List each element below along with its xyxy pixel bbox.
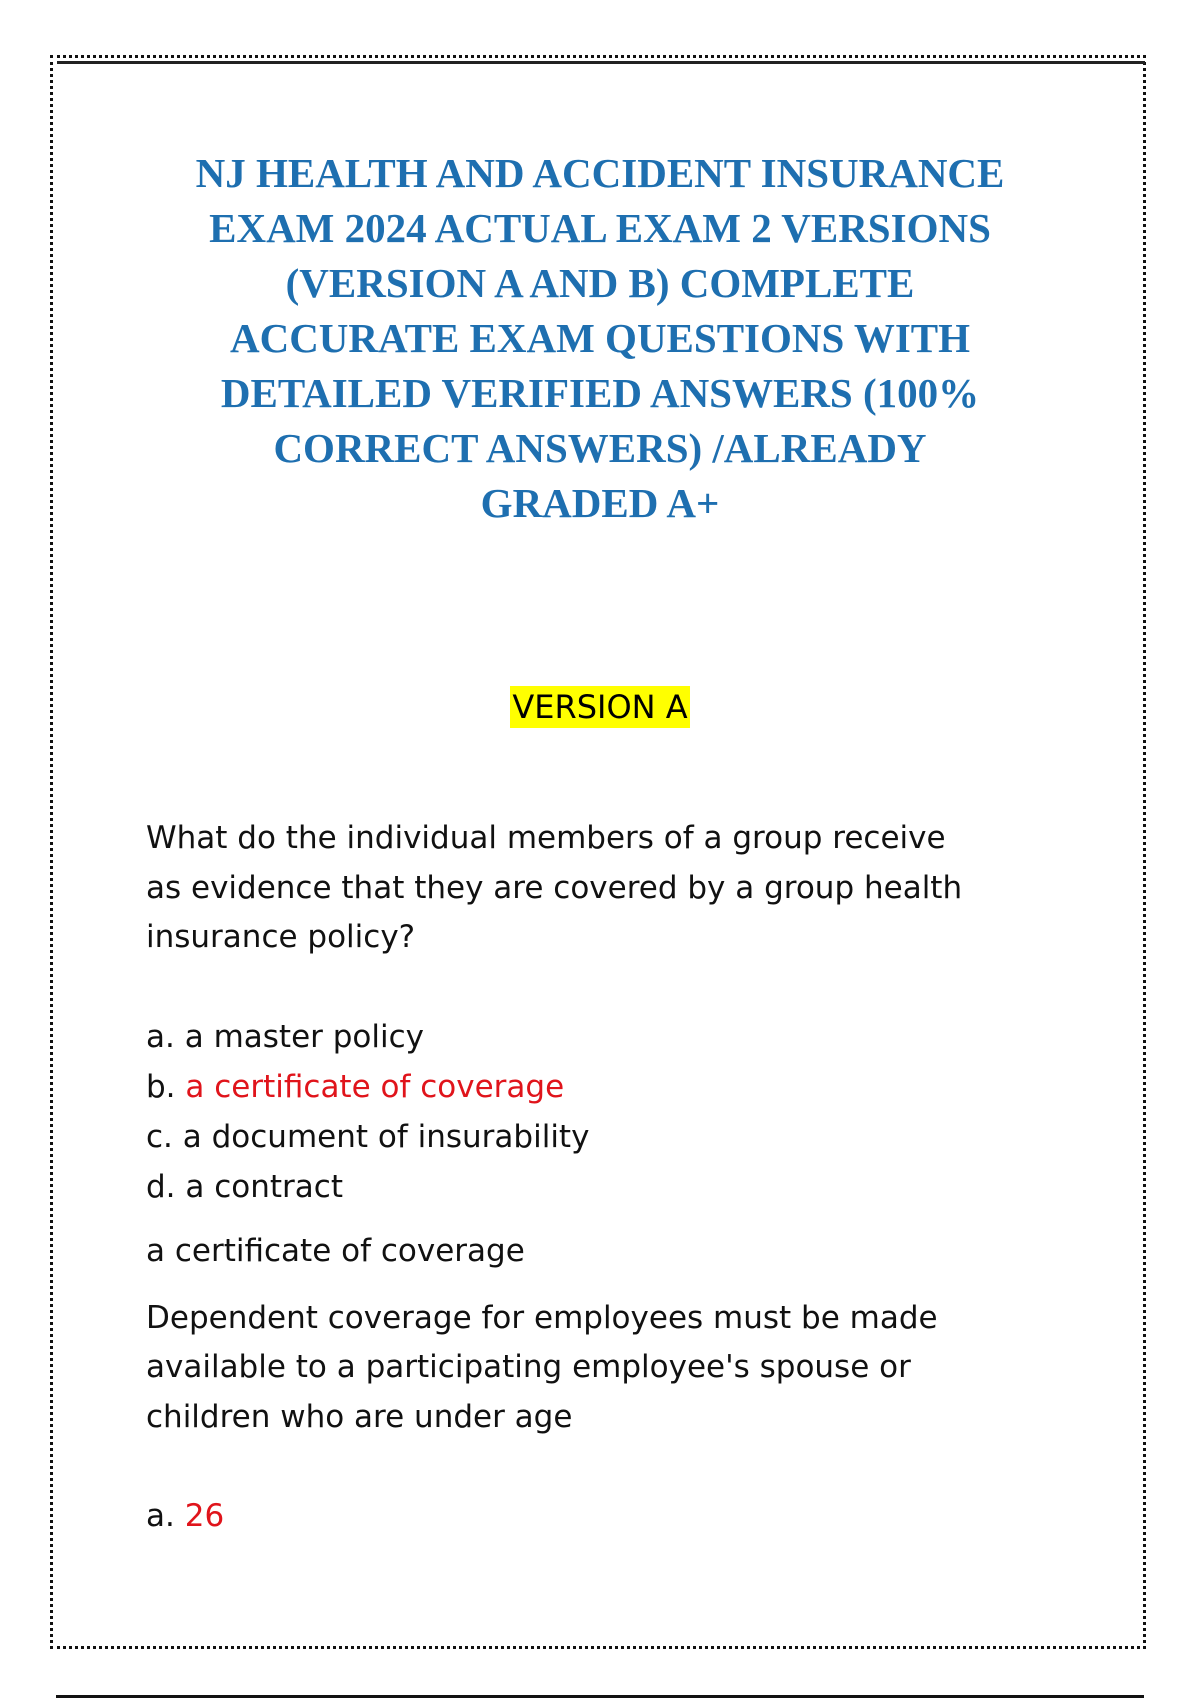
title-line: NJ HEALTH AND ACCIDENT INSURANCE — [195, 150, 1005, 196]
title-line: CORRECT ANSWERS) /ALREADY — [273, 425, 927, 471]
option-text: a document of insurability — [182, 1119, 590, 1155]
question-text: Dependent coverage for employees must be made — [146, 1300, 938, 1336]
question-text: as evidence that they are covered by a group health — [146, 870, 963, 906]
version-heading — [0, 688, 1200, 726]
question-text: insurance policy? — [146, 919, 416, 955]
correct-option-text: 26 — [184, 1498, 225, 1534]
title-line: EXAM 2024 ACTUAL EXAM 2 VERSIONS — [209, 205, 991, 251]
version-label: VERSION A — [512, 688, 688, 726]
top-rule — [57, 61, 1145, 64]
option-a — [146, 1019, 424, 1055]
title-line: GRADED A+ — [480, 480, 720, 526]
option-prefix: d. — [146, 1169, 186, 1205]
option-d — [146, 1169, 343, 1205]
answer-text: a certificate of coverage — [146, 1233, 525, 1269]
option-text: a contract — [185, 1169, 343, 1205]
option-c — [146, 1119, 589, 1155]
title-line: (VERSION A AND B) COMPLETE — [285, 260, 915, 306]
option-a — [146, 1498, 224, 1534]
correct-option-text: a certificate of coverage — [185, 1069, 565, 1105]
option-prefix: c. — [146, 1119, 183, 1155]
option-b — [146, 1069, 564, 1105]
document-title — [120, 146, 1080, 531]
option-prefix: a. — [146, 1019, 185, 1055]
title-line: ACCURATE EXAM QUESTIONS WITH — [229, 315, 971, 361]
question-text: What do the individual members of a group receive — [146, 820, 946, 856]
option-text: a master policy — [184, 1019, 424, 1055]
question-text: children who are under age — [146, 1399, 573, 1435]
bottom-rule — [56, 1695, 1144, 1698]
option-prefix: a. — [146, 1498, 185, 1534]
question-text: available to a participating employee's spouse or — [146, 1349, 911, 1385]
option-prefix: b. — [146, 1069, 186, 1105]
title-line: DETAILED VERIFIED ANSWERS (100% — [220, 370, 980, 416]
